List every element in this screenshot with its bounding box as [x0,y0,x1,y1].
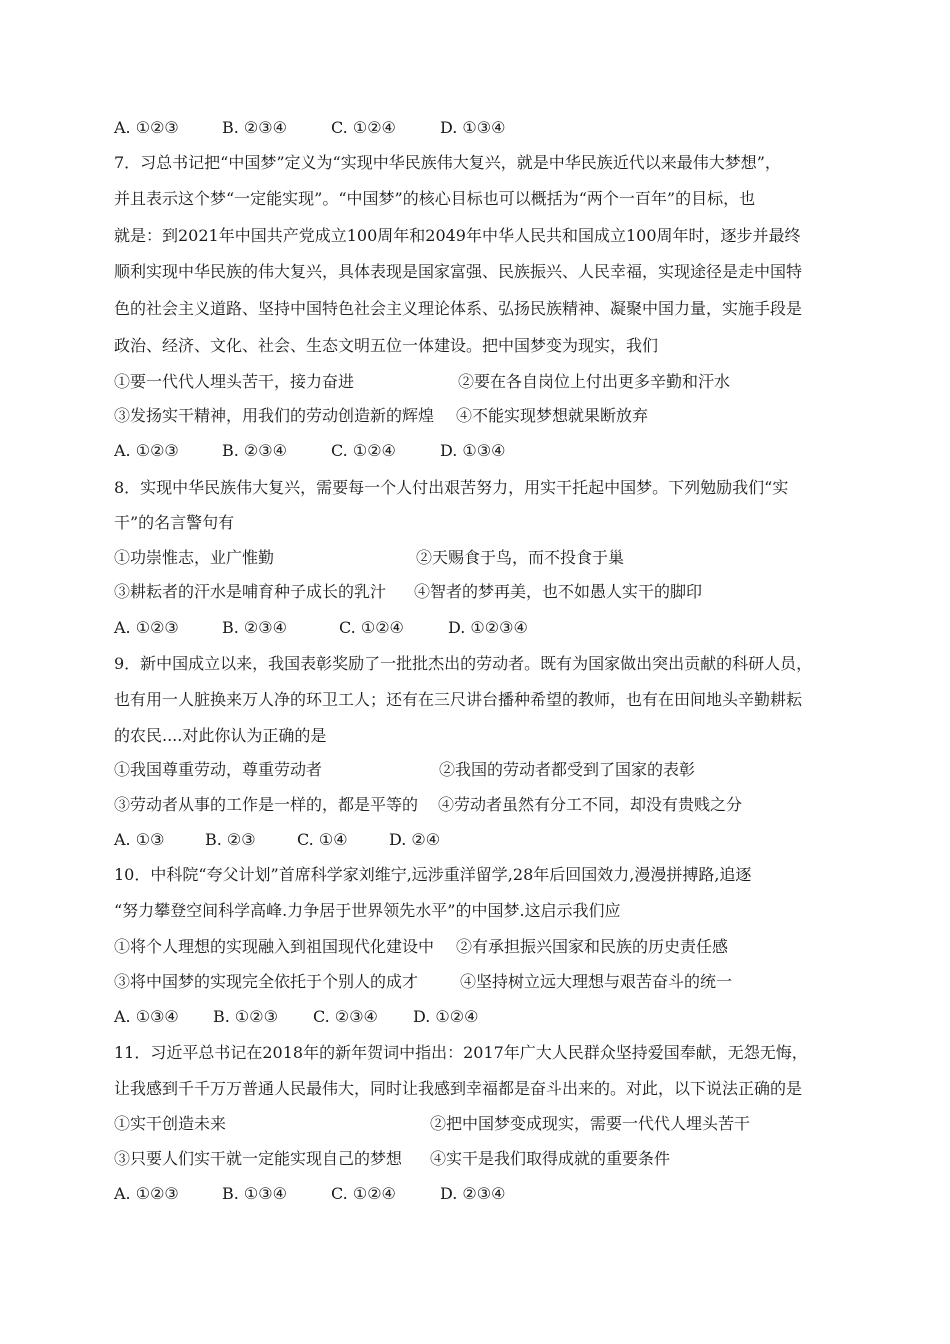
q7-item-1: ①要一代代人埋头苦干，接力奋进 [114,372,355,391]
q9-item-1: ①我国尊重劳动，尊重劳动者 [114,760,323,779]
q9-item-2: ②我国的劳动者都受到了国家的表彰 [439,760,696,779]
q7-option-a: A. ①②③ [114,441,179,460]
q11-stem-line: 11．习近平总书记在2018年的新年贺词中指出：2017年广大人民群众坚持爱国奉献，无怨无悔， [114,1043,808,1062]
q8-item-1: ①功崇惟志，业广惟勤 [114,548,275,567]
q9-item-3: ③劳动者从事的工作是一样的，都是平等的 [114,795,419,814]
q10-item-3: ③将中国梦的实现完全依托于个别人的成才 [114,972,419,991]
q6-option-a: A. ①②③ [114,118,179,137]
q8-item-3: ③耕耘者的汗水是哺育种子成长的乳汁 [114,582,387,601]
q8-option-d: D. ①②③④ [448,618,528,637]
q10-option-c: C. ②③④ [313,1007,378,1026]
q9-option-d: D. ②④ [389,830,441,849]
q9-stem-line: 9．新中国成立以来，我国表彰奖励了一批批杰出的劳动者。既有为国家做出突出贡献的科研人员， [114,654,813,673]
q7-item-2: ②要在各自岗位上付出更多辛勤和汗水 [458,372,731,391]
q6-option-d: D. ①③④ [440,118,506,137]
q7-item-4: ④不能实现梦想就果断放弃 [456,406,649,425]
q10-option-a: A. ①③④ [114,1007,179,1026]
q7-option-c: C. ①②④ [331,441,396,460]
q11-item-3: ③只要人们实干就一定能实现自己的梦想 [114,1149,403,1168]
q7-item-3: ③发扬实干精神，用我们的劳动创造新的辉煌 [114,406,435,425]
q9-option-c: C. ①④ [297,830,348,849]
q9-option-a: A. ①③ [114,830,165,849]
q7-stem-line: 顺利实现中华民族的伟大复兴，具体表现是国家富强、民族振兴、人民幸福，实现途径是走中国特 [114,262,803,281]
q7-option-d: D. ①③④ [440,441,506,460]
q8-option-b: B. ②③④ [222,618,287,637]
q10-item-2: ②有承担振兴国家和民族的历史责任感 [456,937,729,956]
q9-item-4: ④劳动者虽然有分工不同，却没有贵贱之分 [438,795,743,814]
q8-item-2: ②天赐食于鸟，而不投食于巢 [416,548,625,567]
q7-stem-line: 就是：到2021年中国共产党成立100周年和2049年中华人民共和国成立100周年时，逐步并最终 [114,226,801,245]
q11-stem-line: 让我感到千千万万普通人民最伟大，同时让我感到幸福都是奋斗出来的。对此，以下说法正确的是 [114,1079,803,1098]
q7-stem-line: 政治、经济、文化、社会、生态文明五位一体建设。把中国梦变为现实，我们 [114,336,659,355]
q11-item-2: ②把中国梦变成现实，需要一代代人埋头苦干 [430,1114,751,1133]
q11-item-4: ④实干是我们取得成就的重要条件 [430,1149,671,1168]
q10-item-1: ①将个人理想的实现融入到祖国现代化建设中 [114,937,435,956]
q11-option-c: C. ①②④ [331,1184,396,1203]
q11-option-a: A. ①②③ [114,1184,179,1203]
q8-stem-line: 干”的名言警句有 [114,513,235,532]
q8-item-4: ④智者的梦再美，也不如愚人实干的脚印 [414,582,703,601]
q10-stem-line: “努力攀登空间科学高峰.力争居于世界领先水平”的中国梦.这启示我们应 [114,901,621,920]
q11-item-1: ①实干创造未来 [114,1114,227,1133]
q9-option-b: B. ②③ [205,830,256,849]
q10-option-b: B. ①②③ [213,1007,278,1026]
q8-option-a: A. ①②③ [114,618,179,637]
q7-option-b: B. ②③④ [222,441,287,460]
q7-stem-line: 7．习总书记把“中国梦”定义为“实现中华民族伟大复兴，就是中华民族近代以来最伟大梦想”， [114,153,781,172]
q10-item-4: ④坚持树立远大理想与艰苦奋斗的统一 [460,972,733,991]
q9-stem-line: 也有用一人脏换来万人净的环卫工人；还有在三尺讲台播种希望的教师，也有在田间地头辛勤耕耘 [114,690,803,709]
q6-option-b: B. ②③④ [222,118,287,137]
q7-stem-line: 色的社会主义道路、坚持中国特色社会主义理论体系、弘扬民族精神、凝聚中国力量，实施手段是 [114,299,803,318]
q11-option-d: D. ②③④ [440,1184,506,1203]
q10-option-d: D. ①②④ [413,1007,479,1026]
q10-stem-line: 10．中科院“夸父计划”首席科学家刘维宁,远涉重洋留学,28年后回国效力,漫漫拼搏路,追逐 [114,865,752,884]
q8-option-c: C. ①②④ [339,618,404,637]
q6-option-c: C. ①②④ [331,118,396,137]
q7-stem-line: 并且表示这个梦“一定能实现”。“中国梦”的核心目标也可以概括为“两个一百年”的目标，也 [114,189,756,208]
q8-stem-line: 8．实现中华民族伟大复兴，需要每一个人付出艰苦努力，用实干托起中国梦。下列勉励我们“实 [114,478,789,497]
q9-stem-line: 的农民....对此你认为正确的是 [114,726,327,745]
q11-option-b: B. ①③④ [222,1184,287,1203]
